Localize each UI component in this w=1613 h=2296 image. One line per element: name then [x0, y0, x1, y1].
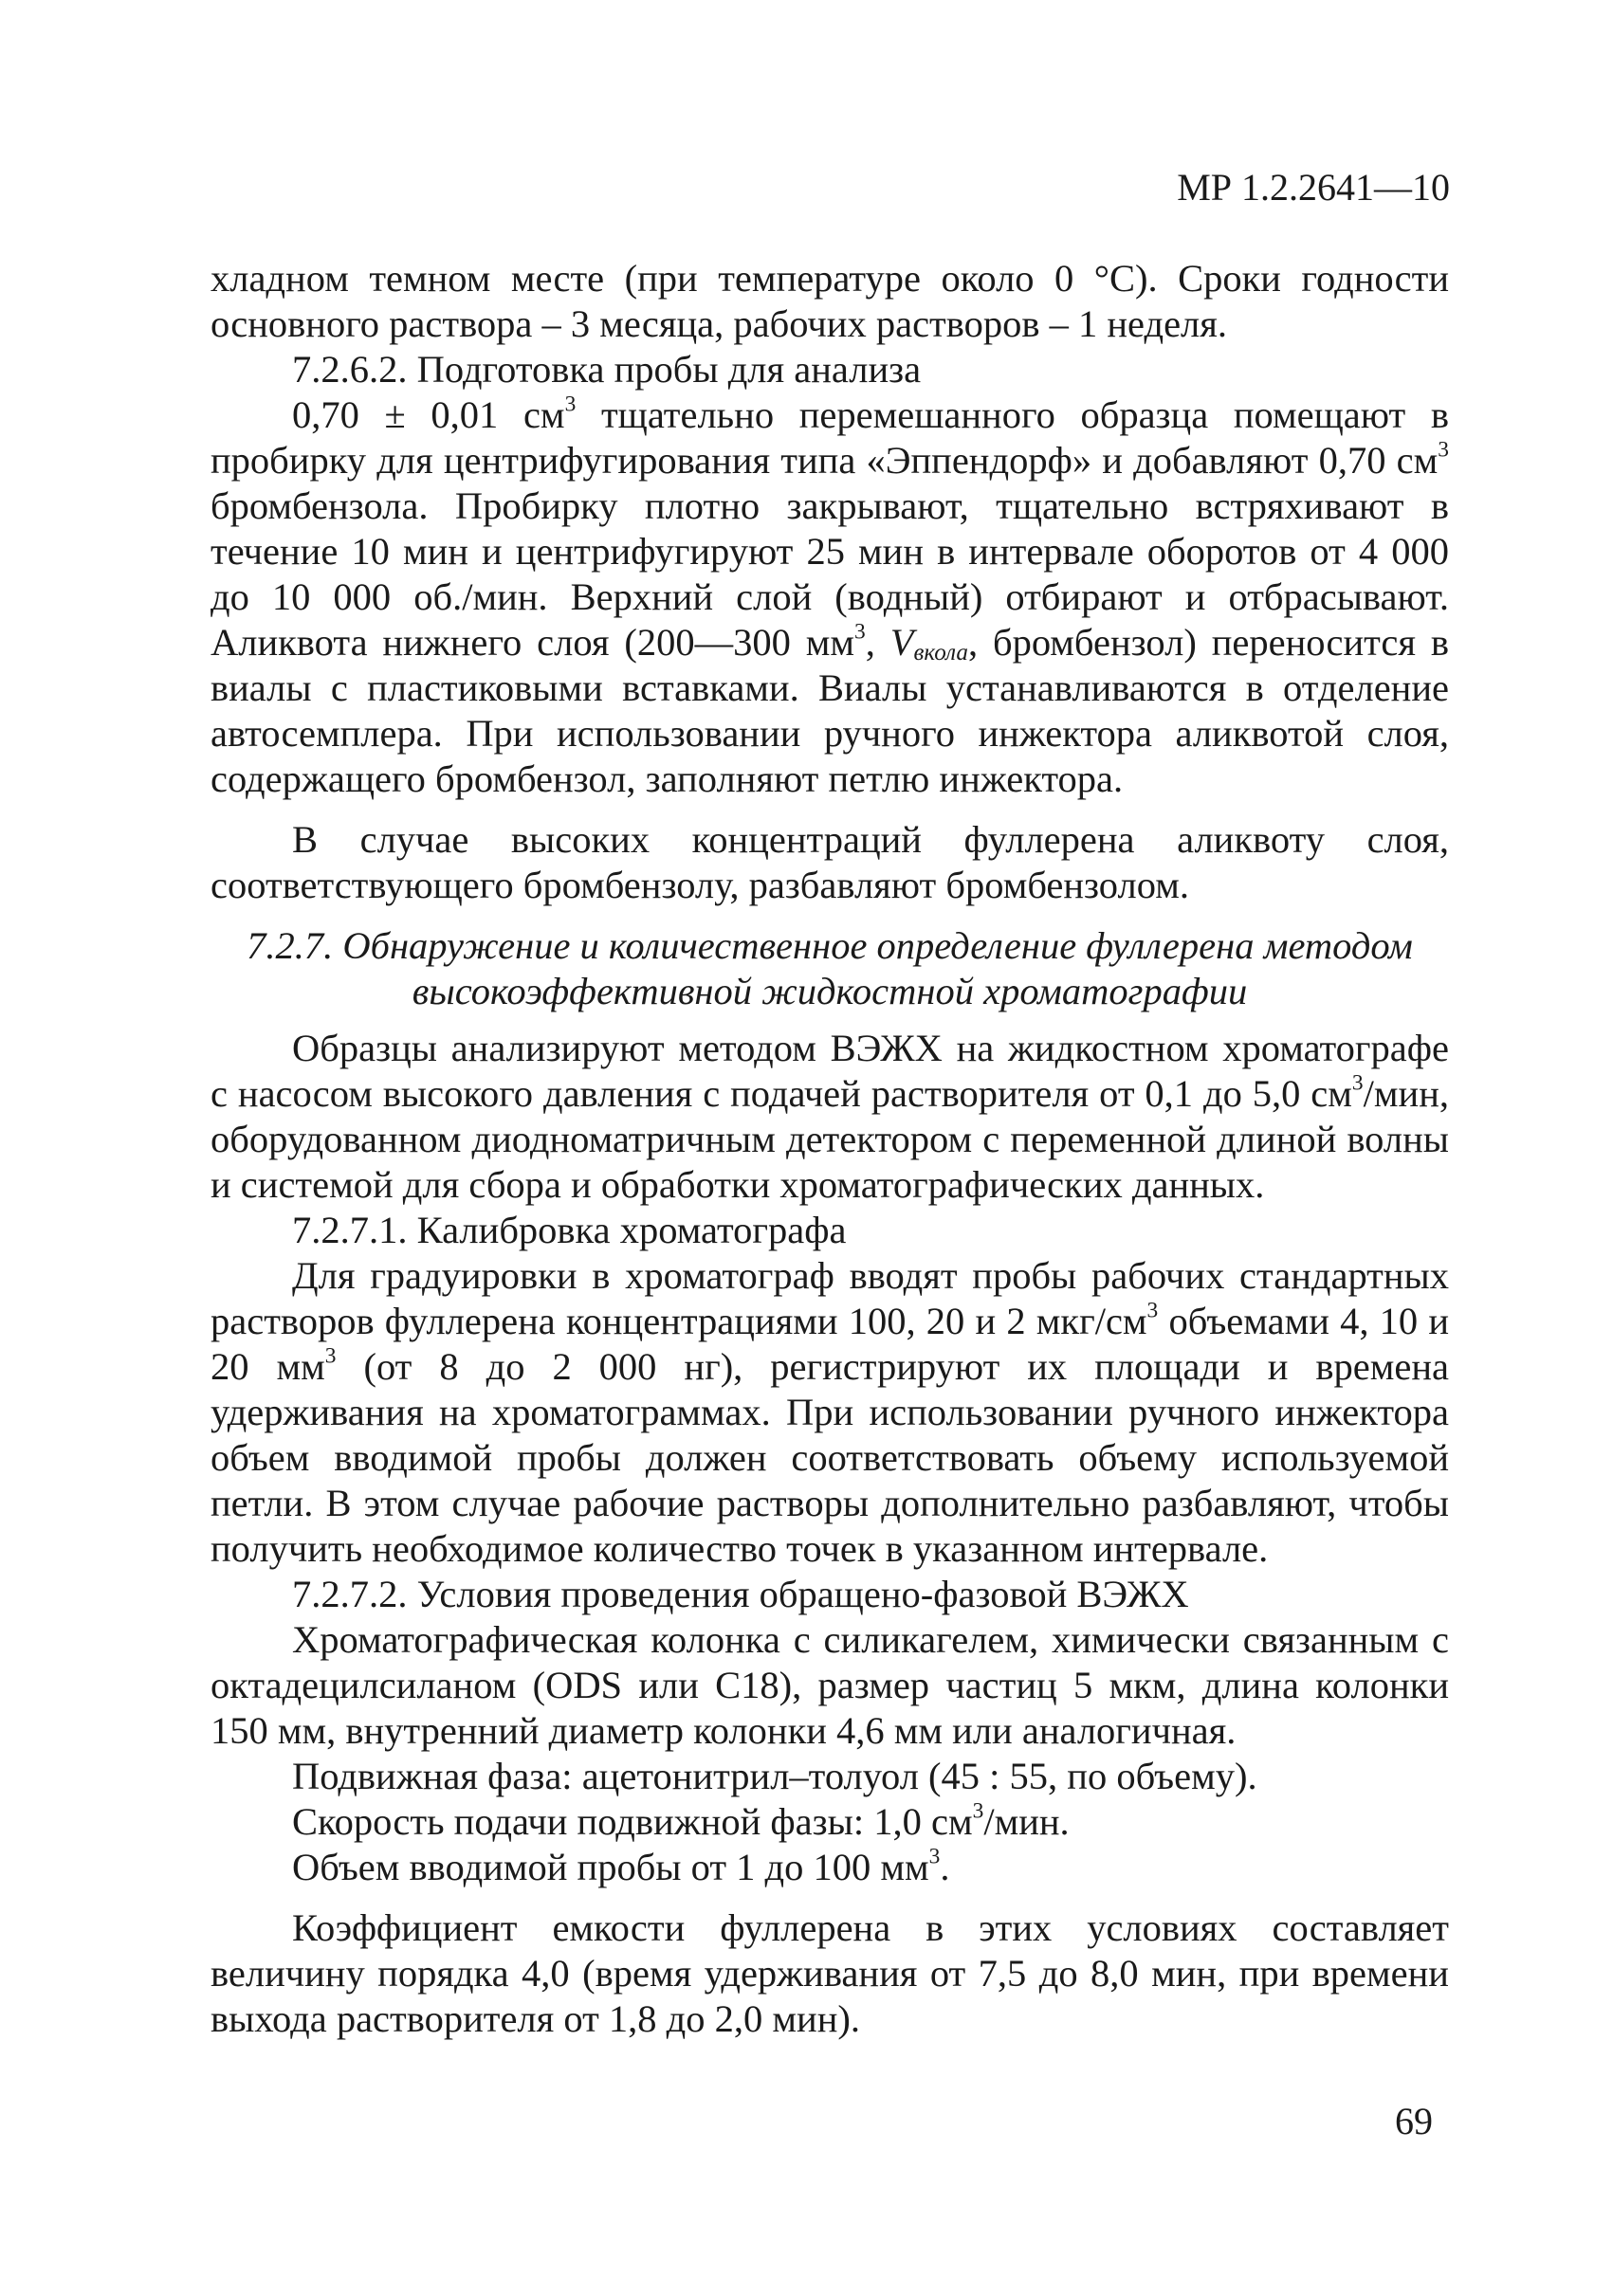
subsection-heading-7-2-6-2: 7.2.6.2. Подготовка пробы для анализа	[292, 348, 922, 391]
paragraph-injection-volume: Объем вводимой пробы от 1 до 100 $мм^3$.	[292, 1844, 950, 1888]
page-body	[211, 256, 1449, 2042]
paragraph-sample-preparation: 0,70 ± 0,01 $см^3$ тщательно перемешанного образца помещают в пробирку для центрифугирования типа «Эппендорф» и добавляют 0,70 $см^3$ бромбензола. Пробирку плотно закрывают, тщательно встряхивают в течение 10 мин и центрифугируют 25 мин в интервале оборотов от 4 000 до 10 000 об./мин. Верхний слой (водный) отбирают и отбрасывают. Аликвота нижнего слоя (200—300 $мм^3$, $V_{вкола}$, бромбензол) переносится в виалы с пластиковыми вставками. Виалы устанавливаются в отделение автосемплера. При использовании ручного инжектора аликвотой слоя, содержащего бромбензол, заполняют петлю инжектора.	[211, 392, 1449, 800]
paragraph-storage: хладном темном месте (при температуре около 0 °С). Сроки годности основного раствора – 3 месяца, рабочих растворов – 1 неделя.	[211, 257, 1449, 345]
section-heading-7-2-7: 7.2.7. Обнаружение и количественное определение фуллерена методом высокоэффективной жидкостной хроматографии	[247, 924, 1413, 1012]
paragraph-column: Хроматографическая колонка с силикагелем, химически связанным с октадецилсиланом (ODS или С18), размер частиц 5 мкм, длина колонки 150 мм, внутренний диаметр колонки 4,6 мм или аналогичная.	[211, 1618, 1449, 1752]
paragraph-dilution: В случае высоких концентраций фуллерена аликвоту слоя, соответствующего бромбензолу, разбавляют бромбензолом.	[211, 818, 1449, 906]
paragraph-flow-rate: Скорость подачи подвижной фазы: 1,0 $см^3$/мин.	[292, 1798, 1070, 1843]
paragraph-mobile-phase: Подвижная фаза: ацетонитрил–толуол (45 : 55, по объему).	[292, 1755, 1257, 1797]
subsection-heading-7-2-7-2: 7.2.7.2. Условия проведения обращено-фазовой ВЭЖХ	[292, 1573, 1189, 1615]
paragraph-capacity-factor: Коэффициент емкости фуллерена в этих условиях составляет величину порядка 4,0 (время удерживания от 7,5 до 8,0 мин, при времени выхода растворителя от 1,8 до 2,0 мин).	[211, 1906, 1449, 2040]
subsection-heading-7-2-7-1: 7.2.7.1. Калибровка хроматографа	[292, 1209, 847, 1251]
injection-volume-symbol: $V_{вкола}$	[889, 621, 968, 666]
paragraph-calibration: Для градуировки в хроматограф вводят пробы рабочих стандартных растворов фуллерена концентрациями 100, 20 и 2 мкг/$см^3$ объемами 4, 10 и 20 $мм^3$ (от 8 до 2 000 нг), регистрируют их площади и времена удерживания на хроматограммах. При использовании ручного инжектора объем вводимой пробы должен соответствовать объему используемой петли. В этом случае рабочие растворы дополнительно разбавляют, чтобы получить необходимое количество точек в указанном интервале.	[211, 1254, 1449, 1570]
page-number: 69	[1395, 2100, 1433, 2142]
document-code-header: МР 1.2.2641—10	[1177, 166, 1450, 209]
paragraph-hplc-method: Образцы анализируют методом ВЭЖХ на жидкостном хроматографе с насосом высокого давления с подачей растворителя от 0,1 до 5,0 $см^3$/мин, оборудованном диодноматричным детектором с переменной длиной волны и системой для сбора и обработки хроматографических данных.	[211, 1027, 1449, 1206]
